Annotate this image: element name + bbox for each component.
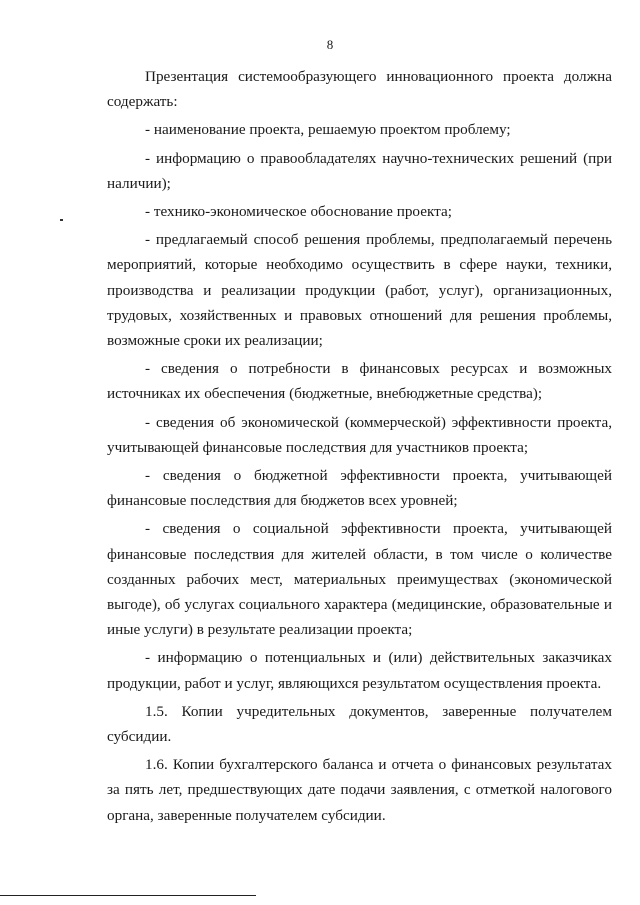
paragraph-item-financing: - сведения о потребности в финансовых ресурсах и возможных источниках их обеспечения (бюджетные, внебюджетные средства); xyxy=(107,360,612,403)
page-number: 8 xyxy=(326,37,334,52)
paragraph-item-solution: - предлагаемый способ решения проблемы, предполагаемый перечень мероприятий, которые необходимо осуществить в сфере науки, техники, производства и реализации продукции (работ, услуг), организационных, трудовых, хозяйственных и правовых отношений для решения проблемы, возможные сроки их реализации; xyxy=(107,231,612,350)
scan-mark xyxy=(60,219,63,221)
paragraph-item-social: - сведения о социальной эффективности проекта, учитывающей финансовые последствия для жителей области, в том числе о количестве созданных рабочих мест, материальных преимуществах (экономической выгоде), об услугах социального характера (медицинские, образовательные и иные услуги) в результате реализации проекта; xyxy=(107,520,612,639)
paragraph-item-feasibility: - технико-экономическое обоснование проекта; xyxy=(145,203,452,221)
paragraph-intro: Презентация системообразующего инновационного проекта должна содержать: xyxy=(107,68,612,111)
footer-rule xyxy=(0,895,256,896)
paragraph-item-budget: - сведения о бюджетной эффективности проекта, учитывающей финансовые последствия для бюджетов всех уровней; xyxy=(107,467,612,510)
paragraph-item-customers: - информацию о потенциальных и (или) действительных заказчиках продукции, работ и услуг, являющихся результатом осуществления проекта. xyxy=(107,649,612,692)
paragraph-section-1-5: 1.5. Копии учредительных документов, заверенные получателем субсидии. xyxy=(107,702,612,746)
document-body xyxy=(107,64,612,831)
paragraph-item-economic: - сведения об экономической (коммерческой) эффективности проекта, учитывающей финансовые последствия для участников проекта; xyxy=(107,413,612,456)
paragraph-item-rightholders: - информацию о правообладателях научно-технических решений (при наличии); xyxy=(107,149,612,192)
paragraph-item-name: - наименование проекта, решаемую проектом проблему; xyxy=(145,121,511,139)
paragraph-section-1-6: 1.6. Копии бухгалтерского баланса и отчета о финансовых результатах за пять лет, предшествующих дате подачи заявления, с отметкой налогового органа, заверенные получателем субсидии. xyxy=(107,756,612,824)
